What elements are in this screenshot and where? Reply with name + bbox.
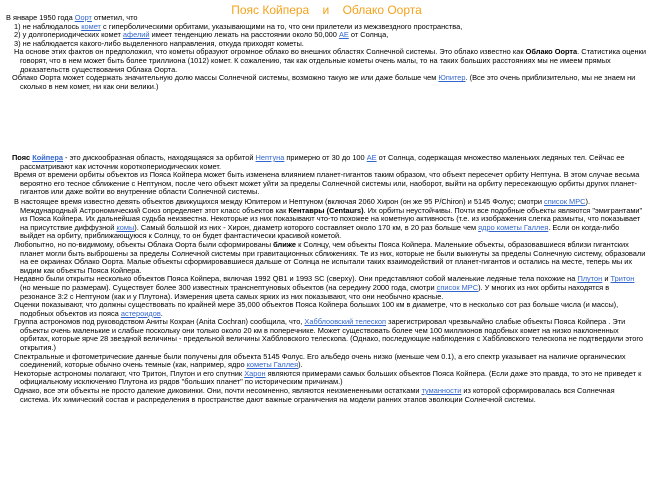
text: В настоящее время известно девять объектов движущихся между Юпитером и Нептуном (включая 2060 Хирон (он же 95 P/Chiron) и 5145 Фолус; смотри bbox=[14, 196, 545, 206]
nebula-link[interactable]: туманности bbox=[421, 386, 462, 396]
text: Недавно были открыты несколько объектов Пояса Койпера, включая 1992 QB1 и 1993 SC (сверху). Они представляют собой маленькие ледяные тела похожие на bbox=[14, 274, 578, 284]
pluto-link[interactable]: Плутон bbox=[577, 274, 603, 284]
page-title: Пояс Койпера и Облако Оорта bbox=[231, 3, 422, 17]
text: Спектральные и фотометрические данные были получены для объекта 5145 Фолус. Его альбедо очень низко (меньше чем 0.1), а его спектр указывает на наличие органических соединений, которые обычно очень темные (как, например, ядро bbox=[14, 351, 626, 370]
text: - это дискообразная область, находящаяся за орбитой bbox=[63, 153, 256, 162]
kuiper-intro bbox=[6, 154, 646, 171]
text: являются примерами самых больших объектов Пояса Койпера. (Если даже это правда, то это не приведет к официальному исключению Плутона из рядов "больших планет" по историческим причинам.) bbox=[20, 368, 642, 387]
text: от Солнца, bbox=[348, 30, 389, 40]
kuiper-paragraph-10 bbox=[6, 387, 646, 404]
text: к Солнцу, чем объекты Пояса Койпера. Маленькие объекты, образовавшиеся вблизи гигантских планет могли быть выброшены за пределы Солнечной системы при гравитационных сближениях. Те из них, которые не были выкинуты за пределы Солнечную систему, образовали на ее окраинах Облако Оорта. Малые объекты сформировавшиеся дальше от Солнца не испытали таких взаимодействий от планет-гигантов и остались на месте, теперь мы их видим как объекты Пояса Койпера. bbox=[20, 239, 646, 275]
kuiper-paragraph-6 bbox=[6, 301, 646, 318]
closer-term: ближе bbox=[273, 239, 297, 249]
text: . Если он когда-либо выйдет на орбиту, приближающуюся к Солнцу, то он будет фантастически красивой кометой. bbox=[20, 222, 620, 241]
au-link[interactable]: АЕ bbox=[366, 153, 377, 162]
text: с гиперболическими орбитами, указывающими на то, что они прилетели из межзвездного пространства, bbox=[100, 21, 463, 31]
oort-paragraph-2 bbox=[6, 48, 646, 74]
comet-link[interactable]: комет bbox=[81, 21, 101, 31]
text: Облако Оорта может содержать значительную долю массы Солнечной системы, возможно такую же или даже больше чем bbox=[12, 73, 439, 83]
text: из которой сформировалась вся Солнечная система. Их химический состав и распределения в пространстве дают важные ограничения на модели ранних этапов эволюции Солнечной системы. bbox=[20, 386, 615, 404]
text: На основе этих фактов он предположил, что кометы образуют огромное облако во внешних областях Солнечной системы. Это облако известно как bbox=[14, 47, 526, 57]
text: отметил, что bbox=[91, 13, 138, 22]
neptune-link[interactable]: Нептуна bbox=[255, 153, 285, 162]
text: и bbox=[602, 274, 611, 284]
text: имеет тенденцию лежать на расстоянии около 50,000 bbox=[149, 30, 339, 40]
mpc-list-link[interactable]: список MPC bbox=[544, 196, 586, 206]
kuiper-section bbox=[6, 154, 646, 404]
text: Оценки показывают, что должны существовать по крайней мере 35,000 объектов Пояса Койпера больших 100 км в диаметре, что в несколько сот раз больше числа (и массы), подобных объектов из пояса bbox=[14, 300, 619, 318]
text: от Солнца, содержащая множество маленьких ледяных тел. Сейчас ее рассматривают как источник короткопериодических комет. bbox=[20, 153, 625, 171]
text: Некоторые астрономы полагают, что Тритон, Плутон и его спутник bbox=[14, 368, 245, 378]
halley-comet-link[interactable]: кометы Галлея bbox=[246, 360, 299, 370]
text: Однако, все эти объекты не просто далекие диковинки. Они, почти несомненно, являются неизмененными остатками bbox=[14, 386, 422, 396]
hubble-telescope-link[interactable]: Хабблоовский телескоп bbox=[304, 317, 387, 327]
kuiper-paragraph-8 bbox=[6, 353, 646, 370]
kuiper-paragraph-5 bbox=[6, 275, 646, 301]
kuiper-paragraph-2: Время от времени орбиты объектов из Пояса Койпера может быть изменена влиянием планет-гигантов таким образом, что объект пересечет орбиту Нептуна. В этом случае весьма вероятно его тесное сближение с Нептуном, после чего объект может уйти за пределы Солнечной системы или, наоборот, выйти на орбиту пересекающую орбиты других планет-гигантов или даже войти во внутренние области Солнечной системы. bbox=[14, 170, 640, 197]
text: . bbox=[160, 308, 163, 318]
halley-nucleus-link[interactable]: ядро кометы Галлея bbox=[478, 222, 549, 232]
text: Пояс bbox=[12, 153, 33, 162]
oort-section bbox=[6, 14, 646, 91]
text: . (Все это очень приблизительно, мы не знаем ни сколько в нем комет, ни как они велики.) bbox=[20, 73, 636, 91]
oort-cloud-term: Облако Оорта bbox=[525, 47, 578, 57]
text: ). bbox=[298, 360, 303, 370]
mpc-list-link[interactable]: список MPC bbox=[436, 282, 479, 292]
triton-link[interactable]: Тритон bbox=[610, 274, 635, 284]
coma-link[interactable]: комы bbox=[116, 222, 135, 232]
text: ). У многих из них орбиты находятся в резонансе 3:2 с Нептуном (как и у Плутона). Измерения цвета самых ярких из них показывают, что они необычно красные. bbox=[20, 282, 610, 301]
text: В январе 1950 года bbox=[6, 13, 75, 22]
text: 1) не наблюдалось bbox=[14, 21, 82, 31]
charon-link[interactable]: Харон bbox=[244, 368, 266, 378]
aphelion-link[interactable]: афелий bbox=[122, 30, 150, 40]
text: ). Международный Астрономический Союз определяет этот класс объектов как bbox=[20, 196, 590, 215]
kuiper-paragraph-3 bbox=[6, 198, 646, 241]
text: . Их орбиты неустойчивы. Почти все подобные объекты являются "эмигрантами" из Пояса Койпера. Их дальнейшая судьба неизвестна. Некоторые из них показывают что-то похожее на кометную активность (т.е. из изображения слегка размыты, что показывает на присутствие диффузной bbox=[20, 205, 643, 232]
text: . Статистика оценки говорят, что в нем может быть более триллиона (1012) комет. К сожалению, так как отдельные кометы очень малы, то на таких больших расстояниях мы не имеем прямых доказательств существования Облака Оорта. bbox=[20, 47, 646, 74]
oort-link[interactable]: Оорт bbox=[74, 13, 92, 22]
text: ). Самый большой из них - Хирон, диаметр которого составляет около 170 км, в 20 раз больше чем bbox=[134, 222, 479, 232]
text: Любопытно, но по-видимому, объекты Облака Оорта были сформированы bbox=[14, 239, 274, 249]
text: 2) у долгопериодических комет bbox=[14, 30, 123, 40]
oort-paragraph-3 bbox=[6, 74, 646, 91]
text: зарегистрировал чрезвычайно слабые объекты Пояса Койпера . Эти объекты очень маленькие и слабые поскольку они только около 20 км в поперечнике. Может существовать более чем 100 миллионов подобных комет на низко наклоненных орбитах, которые ярче 28 звездной величины - предельной величины Хаббловского телескопа. (Однако, последующие наблюдения с Хаббловского телескопа не подтвердили этого открытия.) bbox=[20, 317, 643, 353]
text: (но меньше по размерам). Существует более 300 известных транснептуновых объектов (на середину 2000 года, смотри bbox=[20, 282, 437, 292]
kuiper-paragraph-7 bbox=[6, 318, 646, 352]
text: Группа астрономов под руководством Аниты Кохран (Anita Cochran) сообщила, что, bbox=[14, 317, 305, 327]
kuiper-paragraph-4 bbox=[6, 241, 646, 275]
kuiper-paragraph-9 bbox=[6, 370, 646, 387]
au-link[interactable]: АЕ bbox=[338, 30, 349, 40]
jupiter-link[interactable]: Юпитер bbox=[438, 73, 466, 83]
centaurs-term: Кентавры (Centaurs) bbox=[288, 205, 364, 215]
asteroids-link[interactable]: астероидов bbox=[120, 308, 161, 318]
text: примерно от 30 до 100 bbox=[284, 153, 367, 162]
oort-fact-3: 3) не наблюдается какого-либо выделенного направления, откуда приходят кометы. bbox=[14, 38, 304, 48]
kuiper-link[interactable]: Койпера bbox=[32, 153, 63, 162]
